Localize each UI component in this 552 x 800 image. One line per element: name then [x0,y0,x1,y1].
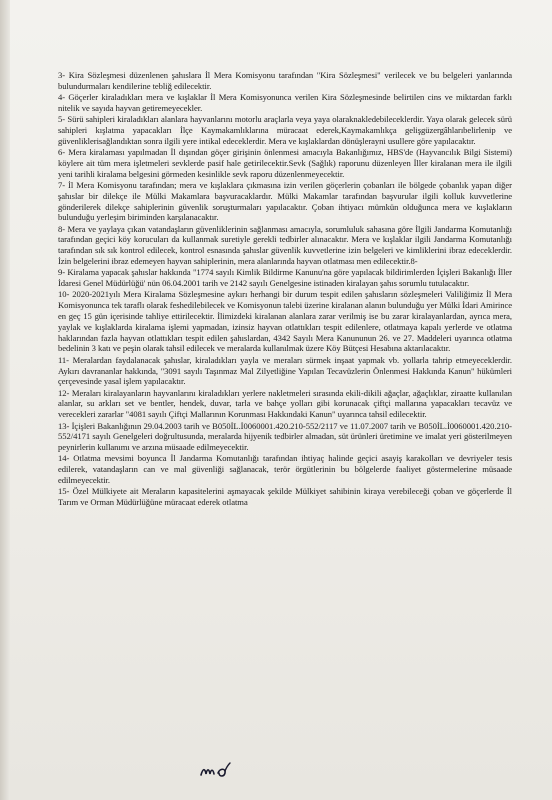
paragraph-10: 10- 2020-2021yılı Mera Kiralama Sözleşmesine aykırı herhangi bir durum tespit edilen şahısların sözleşmeleri Valiliğimiz İl Mera Komisyonunca tek taraflı olarak feshedilebilecek ve Komisyonun talebi üzerine kiralanan alanın bulunduğu yer Mülki İdari Amirince en geç 15 gün içerisinde tahliye ettirilecektir. İlimizdeki kiralanan alanlara zarar verilmiş ise bu zarar kiralayanlardan, ayrıca mera, yaylak ve kışlaklarda kiralama işlemi yapmadan, izinsiz hayvan otlattıkları tespit edilenlere, otlatmaya kapalı yerlerde ve otlatma haklarından fazla hayvan otlattıkları tespit edilen şahıslardan, 4342 Sayılı Mera Kanununun 26. ve 27. Maddeleri uyarınca otlatma bedelinin 3 katı ve peşin olarak tahsil edilecek ve meralarda kullanılmak üzere Köy Bütçesi Hesabına aktarılacaktır. [58,289,512,354]
paragraph-14: 14- Otlatma mevsimi boyunca İl Jandarma Komutanlığı tarafından ihtiyaç halinde geçici asayiş karakolları ve devriyeler tesis edilerek, vatandaşların can ve mal güvenliği sağlanacak, terör örgütlerinin bu bölgelerde faaliyet göstermelerine müsaade edilmeyecektir. [58,453,512,485]
paragraph-6: 6- Mera kiralaması yapılmadan İl dışından göçer girişinin önlenmesi amacıyla Bakanlığımız, HBS'de (Hayvancılık Bilgi Sistemi) köylere ait tüm mera işletmeleri sevklerde pasif hale getirilecektir.Sevk (Sağlık) raporunu düzenleyen İller kiralanan mera ile ilgili yeni tarihli kiralama belgesini görmeden kesinlikle sevk raporu düzenlenmeyecektir. [58,147,512,179]
paragraph-7: 7- İl Mera Komisyonu tarafından; mera ve kışlaklara çıkmasına izin verilen göçerlerin çobanları ile bölgede çobanlık yapan diğer şahıslar bir dilekçe ile Mülki Makamlara başvuracaklardır. Mülki Makamlar tarafından başvurular ilgili kolluk kuvvetlerine gönderilerek dilekçe sahiplerinin güvenlik soruşturmaları yapılacaktır. Çoban ihtiyacı mümkün olduğunca mera ve kışlakların bulunduğu yerleşim biriminden karşılanacaktır. [58,179,512,223]
binding-edge [0,0,10,800]
paragraph-15: 15- Özel Mülkiyete ait Meraların kapasitelerini aşmayacak şekilde Mülkiyet sahibinin kiraya verebileceği çoban ve göçerlerde İl Tarım ve Orman Müdürlüğüne müracaat ederek otlatma [58,486,512,508]
paragraph-13: 13- İçişleri Bakanlığının 29.04.2003 tarih ve B050İL.İ0060001.420.210-552/2117 ve 11.07.2007 tarih ve B050İL.İ0060001.420.210-552/4171 sayılı Genelgeleri doğrultusunda, meralarda hijyenik tedbirler almadan, süt ürünleri üretimine ve imalat yeri gösterilmeyen peynirlerin kullanımı ve arzına müsaade edilmeyecektir. [58,420,512,453]
paragraph-4: 4- Göçerler kiraladıkları mera ve kışlaklar İl Mera Komisyonunca verilen Kira Sözleşmesinde belirtilen cins ve miktardan farklı nitelik ve sayıda hayvan getiremeyecekler. [58,92,512,113]
paragraph-9: 9- Kiralama yapacak şahıslar hakkında "1774 sayılı Kimlik Bildirme Kanunu'na göre yapılacak bildirimlerden İçişleri Bakanlığı İller İdaresi Genel Müdürlüğü' nün 06.04.2001 tarih ve 2142 sayılı Genelgesine istinaden kiralayan şahıs sorumlu tutulacaktır. [58,267,512,289]
paragraph-11: 11- Meralardan faydalanacak şahıslar, kiraladıkları yayla ve meraları sürmek inşaat yapmak vb. yollarla tahrip etmeyeceklerdir. Aykırı davrananlar hakkında, "3091 sayılı Taşınmaz Mal Zilyetliğine Yapılan Tecavüzlerin Önlenmesi Hakkında Kanun" hükümleri çerçevesinde yasal işlem yapılacaktır. [58,354,512,387]
paragraph-3: 3- Kira Sözleşmesi düzenlenen şahıslara İl Mera Komisyonu tarafından "Kira Sözleşmesi" verilecek ve bu belgeleri yanlarında bulundurmaları kendilerine tebliğ edilecektir. [58,70,512,91]
paragraph-8: 8- Mera ve yaylaya çıkan vatandaşların güvenliklerinin sağlanması amacıyla, sorumluluk sahasına göre İlgili Jandarma Komutanlığı tarafından geçici köy korucuları da kullanmak suretiyle gerekli tedbirler alınacaktır. Mera ve kışlaklar ilgili Jandarma Komutanlığı tarafından sık sık kontrol edilecek, kontrol esnasında şahıslar güvenlik kuvvetlerine izin belgeleri ve kimliklerini ibraz edeceklerdir. İzin belgelerini ibraz edemeyen hayvan sahiplerinin, mera alanlarında hayvan otlatması men edilecektir.8- [58,223,512,267]
paragraph-5: 5- Sürü sahipleri kiraladıkları alanlara hayvanlarını motorlu araçlarla veya yaya olaraknakledebileceklerdir. Yaya olarak gelecek sürü sahipleri kışlatma yapacakları İlçe Kaymakamlıklarına müracaat ederek,Kaymakamlıkça gelişgüzergâhlarıbelirlenip ve güvenliklerisağlandıktan sonra ilgili yere intikal edeceklerdir. Mera ve kışlaklardan dönüşlerayni usullere göre yapılacaktır. [58,114,512,146]
handwritten-initials [198,760,238,780]
paragraph-12: 12- Meraları kiralayanların hayvanlarını kiraladıkları yerlere nakletmeleri sırasında ekili-dikili ağaçlar, ağaçlıklar, ziraatte kullanılan alanlar, su arkları set ve bentler, hendek, duvar, tarla ve bahçe yolları gibi korunacak çiftçi mallarına yapacakları tecavüz ve verecekleri zararlar "4081 sayılı Çiftçi Mallarının Korunması Hakkındaki Kanun" uyarınca tahsil edilecektir. [58,387,512,420]
